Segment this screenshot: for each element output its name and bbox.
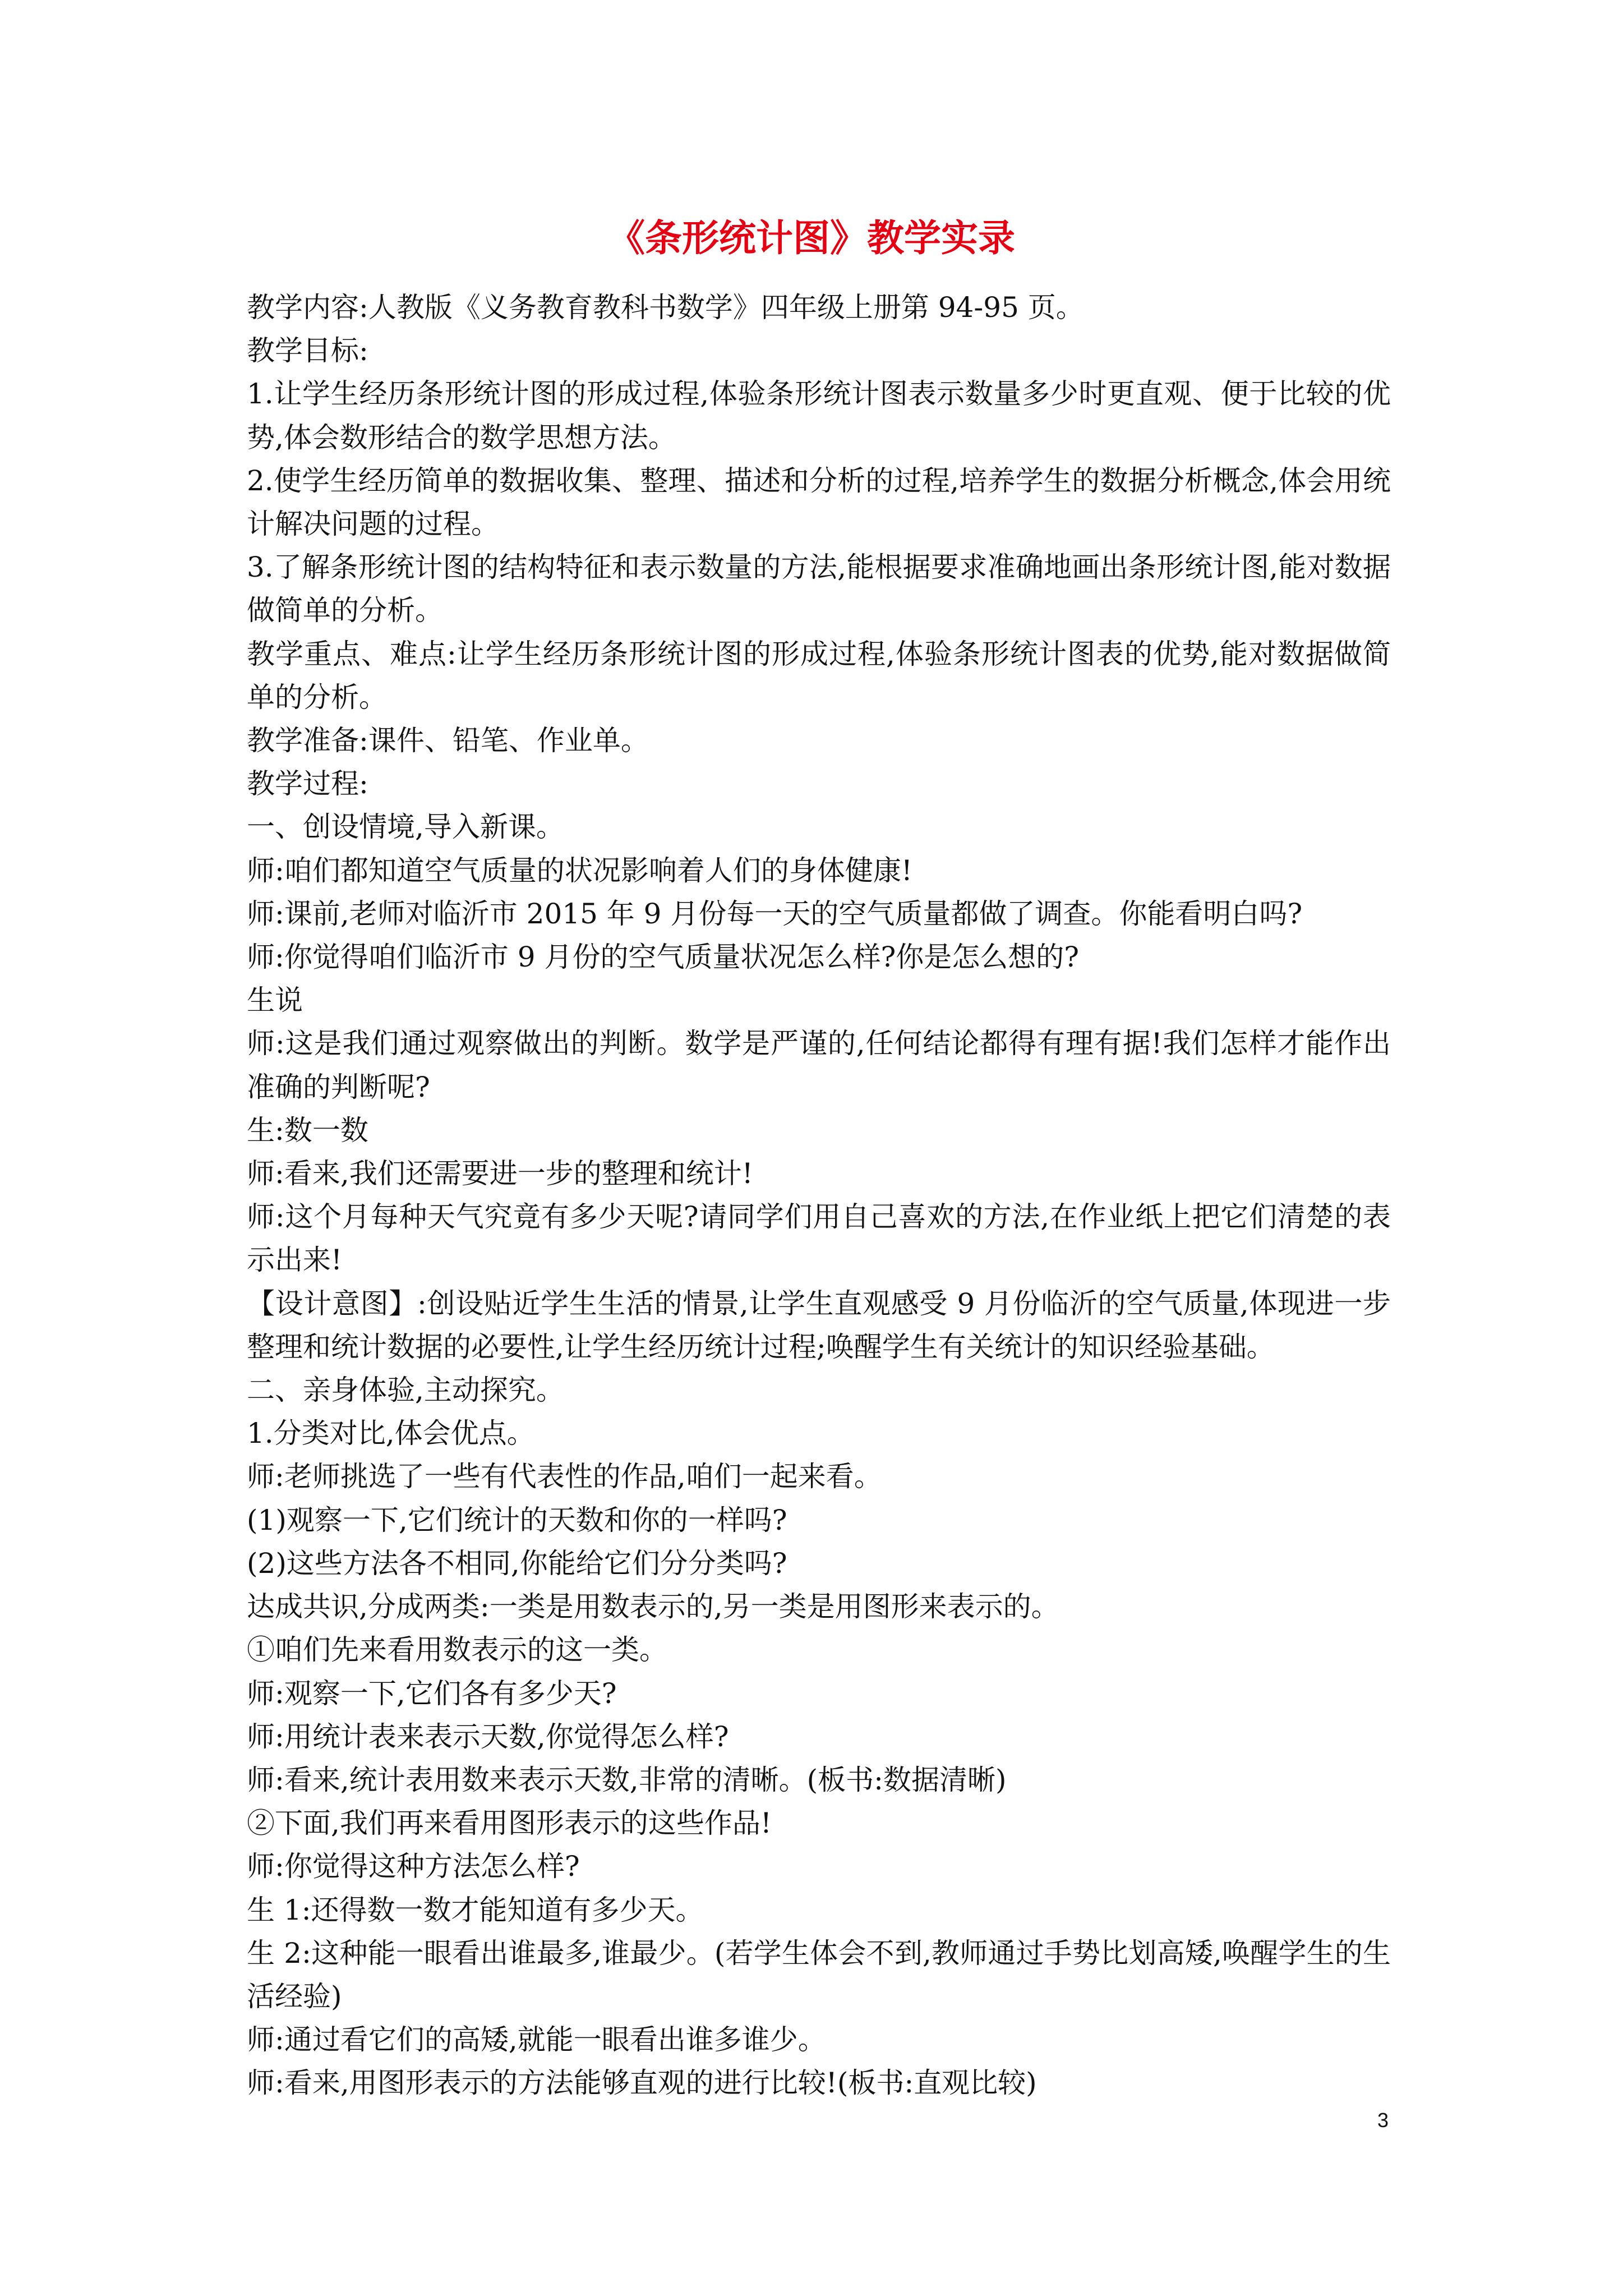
paragraph: 生 1:还得数一数才能知道有多少天。 <box>247 1893 704 1926</box>
paragraph: 教学准备:课件、铅笔、作业单。 <box>247 724 649 757</box>
paragraph: 2.使学生经历简单的数据收集、整理、描述和分析的过程,培养学生的数据分析概念,体会用统计解决问题的过程。 <box>247 464 1391 541</box>
paragraph: 教学过程: <box>247 767 368 800</box>
paragraph: 师:这个月每种天气究竟有多少天呢?请同学们用自己喜欢的方法,在作业纸上把它们清楚的表示出来! <box>247 1200 1391 1277</box>
paragraph: 生 2:这种能一眼看出谁最多,谁最少。(若学生体会不到,教师通过手势比划高矮,唤醒学生的生活经验) <box>247 1936 1391 2013</box>
paragraph: 师:咱们都知道空气质量的状况影响着人们的身体健康! <box>247 854 912 887</box>
document-body <box>247 286 1391 2105</box>
paragraph: 师:用统计表来表示天数,你觉得怎么样? <box>247 1720 729 1753</box>
paragraph: 教学内容:人教版《义务教育教科书数学》四年级上册第 94-95 页。 <box>247 291 1084 324</box>
paragraph: (1)观察一下,它们统计的天数和你的一样吗? <box>247 1503 787 1536</box>
paragraph: 师:观察一下,它们各有多少天? <box>247 1677 617 1710</box>
paragraph: 师:老师挑选了一些有代表性的作品,咱们一起来看。 <box>247 1460 882 1493</box>
paragraph: 生说 <box>247 984 303 1017</box>
paragraph: ②下面,我们再来看用图形表示的这些作品! <box>247 1807 772 1840</box>
paragraph: 教学目标: <box>247 334 368 367</box>
paragraph: 1.分类对比,体会优点。 <box>247 1417 535 1450</box>
paragraph: 师:你觉得这种方法怎么样? <box>247 1850 580 1883</box>
page-number: 3 <box>1377 2109 1389 2132</box>
paragraph: 达成共识,分成两类:一类是用数表示的,另一类是用图形来表示的。 <box>247 1590 1059 1623</box>
paragraph: 师:课前,老师对临沂市 2015 年 9 月份每一天的空气质量都做了调查。你能看明白吗? <box>247 897 1303 930</box>
paragraph: 师:通过看它们的高矮,就能一眼看出谁多谁少。 <box>247 2023 826 2056</box>
paragraph: 师:这是我们通过观察做出的判断。数学是严谨的,任何结论都得有理有据!我们怎样才能作出准确的判断呢? <box>247 1027 1391 1103</box>
section-heading: 一、创设情境,导入新课。 <box>247 811 564 844</box>
paragraph: 师:你觉得咱们临沂市 9 月份的空气质量状况怎么样?你是怎么想的? <box>247 941 1080 974</box>
paragraph: 3.了解条形统计图的结构特征和表示数量的方法,能根据要求准确地画出条形统计图,能对数据做简单的分析。 <box>247 551 1391 627</box>
section-heading: 二、亲身体验,主动探究。 <box>247 1374 564 1407</box>
document-title: 《条形统计图》教学实录 <box>608 217 1015 260</box>
paragraph: (2)这些方法各不相同,你能给它们分分类吗? <box>247 1547 787 1580</box>
paragraph: 1.让学生经历条形统计图的形成过程,体验条形统计图表示数量多少时更直观、便于比较的优势,体会数形结合的数学思想方法。 <box>247 378 1391 454</box>
paragraph: 师:看来,我们还需要进一步的整理和统计! <box>247 1157 753 1190</box>
design-intent-note: 【设计意图】:创设贴近学生生活的情景,让学生直观感受 9 月份临沂的空气质量,体现进一步整理和统计数据的必要性,让学生经历统计过程;唤醒学生有关统计的知识经验基础。 <box>247 1287 1391 1363</box>
paragraph: ①咱们先来看用数表示的这一类。 <box>247 1634 667 1667</box>
paragraph: 生:数一数 <box>247 1114 368 1147</box>
paragraph: 师:看来,统计表用数来表示天数,非常的清晰。(板书:数据清晰) <box>247 1763 1007 1796</box>
paragraph: 师:看来,用图形表示的方法能够直观的进行比较!(板书:直观比较) <box>247 2067 1037 2100</box>
paragraph: 教学重点、难点:让学生经历条形统计图的形成过程,体验条形统计图表的优势,能对数据做简单的分析。 <box>247 637 1391 714</box>
